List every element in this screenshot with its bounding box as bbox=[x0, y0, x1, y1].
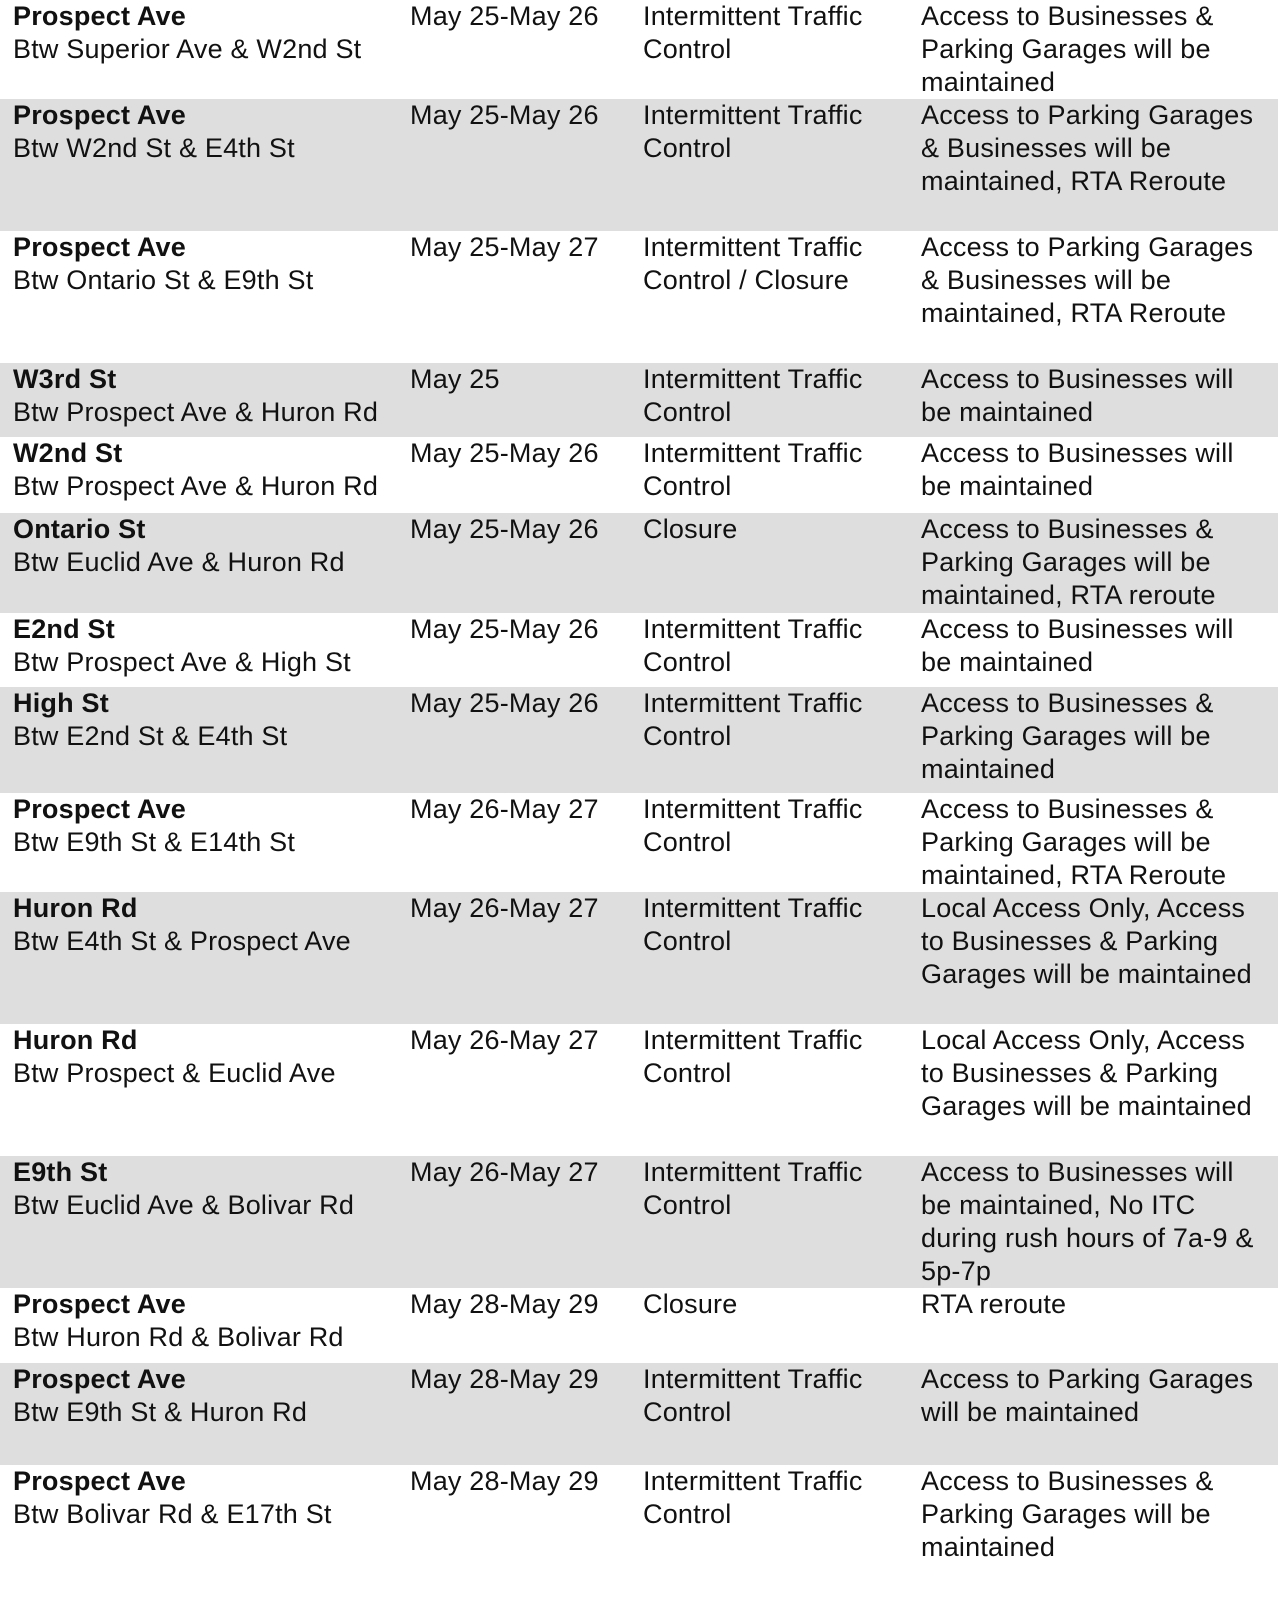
notes-cell: Access to Businesses & Parking Garages will be maintained, RTA Reroute bbox=[921, 794, 1227, 890]
restriction-type-cell: Intermittent Traffic Control bbox=[643, 1, 863, 64]
restriction-type-cell: Intermittent Traffic Control bbox=[643, 364, 863, 427]
date-cell: May 26-May 27 bbox=[410, 1157, 599, 1187]
street-segment: Btw E4th St & Prospect Ave bbox=[13, 926, 351, 956]
table-row bbox=[0, 99, 1278, 231]
table-row bbox=[0, 1288, 1278, 1363]
notes-cell: Local Access Only, Access to Businesses & Parking Garages will be maintained bbox=[921, 1025, 1252, 1121]
date-cell: May 25-May 26 bbox=[410, 514, 599, 544]
street-segment: Btw Euclid Ave & Bolivar Rd bbox=[13, 1190, 355, 1220]
date-cell: May 26-May 27 bbox=[410, 893, 599, 923]
street-name: Prospect Ave bbox=[13, 232, 186, 262]
table-row bbox=[0, 363, 1278, 437]
table-row bbox=[0, 1024, 1278, 1156]
date-cell: May 25-May 26 bbox=[410, 614, 599, 644]
street-name: Huron Rd bbox=[13, 893, 138, 923]
street-segment: Btw E9th St & E14th St bbox=[13, 827, 296, 857]
street-cell bbox=[13, 513, 403, 579]
notes-cell: Local Access Only, Access to Businesses & Parking Garages will be maintained bbox=[921, 893, 1252, 989]
street-cell bbox=[13, 793, 403, 859]
street-segment: Btw Huron Rd & Bolivar Rd bbox=[13, 1322, 344, 1352]
date-cell: May 26-May 27 bbox=[410, 794, 599, 824]
street-segment: Btw E9th St & Huron Rd bbox=[13, 1397, 308, 1427]
street-name: Prospect Ave bbox=[13, 1466, 186, 1496]
restriction-type-cell: Intermittent Traffic Control bbox=[643, 1157, 863, 1220]
table-row bbox=[0, 892, 1278, 1024]
date-cell: May 25-May 26 bbox=[410, 438, 599, 468]
table-row bbox=[0, 687, 1278, 793]
date-cell: May 25-May 26 bbox=[410, 688, 599, 718]
street-name: Ontario St bbox=[13, 514, 146, 544]
notes-cell: Access to Parking Garages & Businesses will be maintained, RTA Reroute bbox=[921, 232, 1254, 328]
street-name: Huron Rd bbox=[13, 1025, 138, 1055]
date-cell: May 26-May 27 bbox=[410, 1025, 599, 1055]
notes-cell: Access to Businesses will be maintained bbox=[921, 614, 1234, 677]
street-cell bbox=[13, 231, 403, 297]
street-segment: Btw Prospect Ave & High St bbox=[13, 647, 351, 677]
notes-cell: Access to Businesses will be maintained bbox=[921, 438, 1234, 501]
notes-cell: RTA reroute bbox=[921, 1289, 1067, 1319]
table-row bbox=[0, 613, 1278, 687]
date-cell: May 28-May 29 bbox=[410, 1364, 599, 1394]
street-cell bbox=[13, 1465, 403, 1531]
restriction-type-cell: Intermittent Traffic Control bbox=[643, 1025, 863, 1088]
table-row bbox=[0, 1363, 1278, 1465]
street-cell bbox=[13, 1363, 403, 1429]
street-name: Prospect Ave bbox=[13, 1, 186, 31]
table-row bbox=[0, 1465, 1278, 1600]
restriction-type-cell: Intermittent Traffic Control bbox=[643, 1466, 863, 1529]
date-cell: May 25 bbox=[410, 364, 500, 394]
street-name: Prospect Ave bbox=[13, 1289, 186, 1319]
table-row bbox=[0, 1156, 1278, 1288]
date-cell: May 25-May 27 bbox=[410, 232, 599, 262]
restriction-type-cell: Intermittent Traffic Control bbox=[643, 614, 863, 677]
table-row bbox=[0, 793, 1278, 892]
restriction-type-cell: Intermittent Traffic Control bbox=[643, 438, 863, 501]
restriction-type-cell: Intermittent Traffic Control bbox=[643, 794, 863, 857]
street-segment: Btw Prospect Ave & Huron Rd bbox=[13, 471, 379, 501]
street-name: Prospect Ave bbox=[13, 794, 186, 824]
street-cell bbox=[13, 437, 403, 503]
street-cell bbox=[13, 613, 403, 679]
notes-cell: Access to Parking Garages & Businesses will be maintained, RTA Reroute bbox=[921, 100, 1254, 196]
table-row bbox=[0, 231, 1278, 363]
street-cell bbox=[13, 1288, 403, 1354]
street-cell bbox=[13, 1024, 403, 1090]
restriction-type-cell: Closure bbox=[643, 1289, 738, 1319]
street-segment: Btw Prospect & Euclid Ave bbox=[13, 1058, 336, 1088]
street-name: Prospect Ave bbox=[13, 1364, 186, 1394]
notes-cell: Access to Businesses will be maintained, No ITC during rush hours of 7a-9 & 5p-7p bbox=[921, 1157, 1254, 1286]
table-row bbox=[0, 437, 1278, 513]
street-segment: Btw Prospect Ave & Huron Rd bbox=[13, 397, 379, 427]
street-segment: Btw Euclid Ave & Huron Rd bbox=[13, 547, 345, 577]
street-name: E9th St bbox=[13, 1157, 108, 1187]
street-name: Prospect Ave bbox=[13, 100, 186, 130]
street-segment: Btw Bolivar Rd & E17th St bbox=[13, 1499, 332, 1529]
restriction-type-cell: Intermittent Traffic Control bbox=[643, 1364, 863, 1427]
restriction-type-cell: Intermittent Traffic Control bbox=[643, 100, 863, 163]
date-cell: May 25-May 26 bbox=[410, 1, 599, 31]
street-cell bbox=[13, 687, 403, 753]
street-cell bbox=[13, 892, 403, 958]
notes-cell: Access to Businesses will be maintained bbox=[921, 364, 1234, 427]
street-name: E2nd St bbox=[13, 614, 115, 644]
notes-cell: Access to Businesses & Parking Garages will be maintained bbox=[921, 1466, 1214, 1562]
street-cell bbox=[13, 0, 403, 66]
street-name: W2nd St bbox=[13, 438, 123, 468]
street-name: W3rd St bbox=[13, 364, 117, 394]
street-cell bbox=[13, 99, 403, 165]
date-cell: May 28-May 29 bbox=[410, 1289, 599, 1319]
notes-cell: Access to Businesses & Parking Garages will be maintained bbox=[921, 688, 1214, 784]
table-row bbox=[0, 0, 1278, 99]
street-name: High St bbox=[13, 688, 109, 718]
notes-cell: Access to Businesses & Parking Garages will be maintained, RTA reroute bbox=[921, 514, 1216, 610]
street-segment: Btw Ontario St & E9th St bbox=[13, 265, 314, 295]
street-segment: Btw W2nd St & E4th St bbox=[13, 133, 295, 163]
notes-cell: Access to Businesses & Parking Garages will be maintained bbox=[921, 1, 1214, 97]
notes-cell: Access to Parking Garages will be maintained bbox=[921, 1364, 1254, 1427]
table-row bbox=[0, 513, 1278, 613]
restriction-type-cell: Closure bbox=[643, 514, 738, 544]
street-segment: Btw Superior Ave & W2nd St bbox=[13, 34, 362, 64]
street-segment: Btw E2nd St & E4th St bbox=[13, 721, 288, 751]
street-cell bbox=[13, 363, 403, 429]
restriction-type-cell: Intermittent Traffic Control / Closure bbox=[643, 232, 863, 295]
date-cell: May 28-May 29 bbox=[410, 1466, 599, 1496]
restriction-type-cell: Intermittent Traffic Control bbox=[643, 688, 863, 751]
restriction-type-cell: Intermittent Traffic Control bbox=[643, 893, 863, 956]
street-cell bbox=[13, 1156, 403, 1222]
date-cell: May 25-May 26 bbox=[410, 100, 599, 130]
